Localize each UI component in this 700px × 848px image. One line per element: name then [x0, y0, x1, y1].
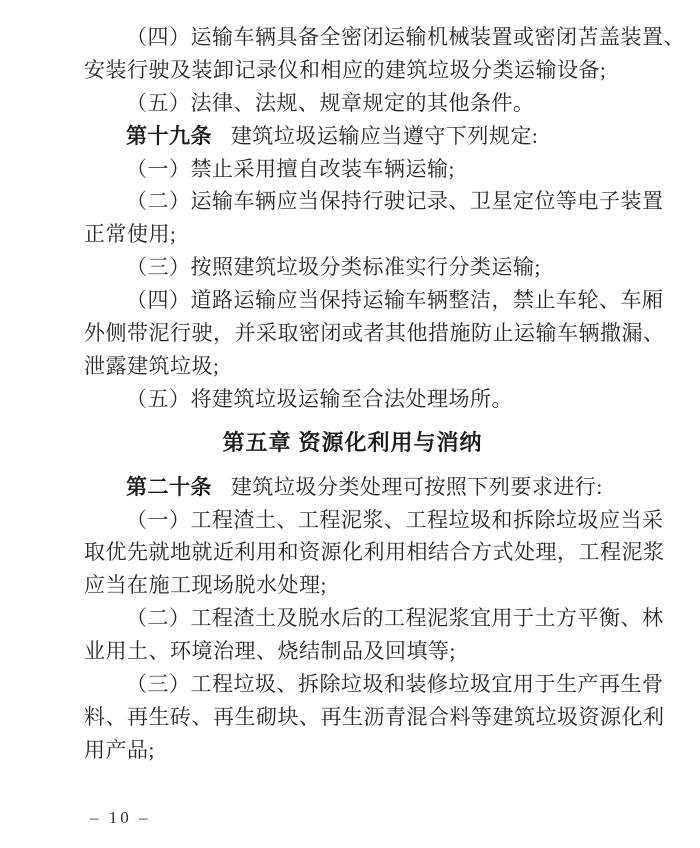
text-line: 取优先就地就近利用和资源化利用相结合方式处理，工程泥浆: [84, 540, 665, 565]
text-line: 用产品;: [84, 737, 155, 762]
text-line: （五）将建筑垃圾运输至合法处理场所。: [126, 386, 513, 411]
text-line: （四）运输车辆具备全密闭运输机械装置或密闭苫盖装置、: [126, 25, 685, 49]
page-number: – 10 –: [90, 808, 151, 827]
text-line: 泄露建筑垃圾;: [84, 353, 220, 378]
text-line: 安装行驶及装卸记录仪和相应的建筑垃圾分类运输设备;: [84, 57, 607, 82]
text-line: （四）道路运输应当保持运输车辆整洁，禁止车轮、车厢: [126, 288, 664, 313]
text-line: （五）法律、法规、规章规定的其他条件。: [126, 90, 535, 115]
text-line: 正常使用;: [84, 222, 177, 247]
text-line: 料、再生砖、再生砌块、再生沥青混合料等建筑垃圾资源化利: [84, 704, 665, 729]
text-line: 第十九条 建筑垃圾运输应当遵守下列规定:: [126, 123, 539, 148]
article-number: 第二十条: [126, 475, 212, 499]
page-footer: [90, 808, 151, 828]
text-line: 外侧带泥行驶，并采取密闭或者其他措施防止运输车辆撒漏、: [84, 321, 665, 346]
text-line: （一）禁止采用擅自改装车辆运输;: [126, 156, 455, 181]
text-line: （二）工程渣土及脱水后的工程泥浆宜用于土方平衡、林: [126, 606, 664, 631]
text-line: 第二十条 建筑垃圾分类处理可按照下列要求进行:: [126, 474, 603, 499]
text-line: 业用土、环境治理、烧结制品及回填等;: [84, 639, 456, 664]
article-number: 第十九条: [126, 124, 212, 148]
text-line: （二）运输车辆应当保持行驶记录、卫星定位等电子装置: [126, 189, 664, 214]
text-line: （三）工程垃圾、拆除垃圾和装修垃圾宜用于生产再生骨: [126, 672, 664, 697]
text-line: （一）工程渣土、工程泥浆、工程垃圾和拆除垃圾应当采: [126, 507, 664, 532]
chapter-heading: 第五章 资源化利用与消纳: [222, 429, 483, 455]
text-line: 应当在施工现场脱水处理;: [84, 573, 327, 598]
document-body: [84, 21, 685, 767]
text-line: （三）按照建筑垃圾分类标准实行分类运输;: [126, 255, 541, 280]
